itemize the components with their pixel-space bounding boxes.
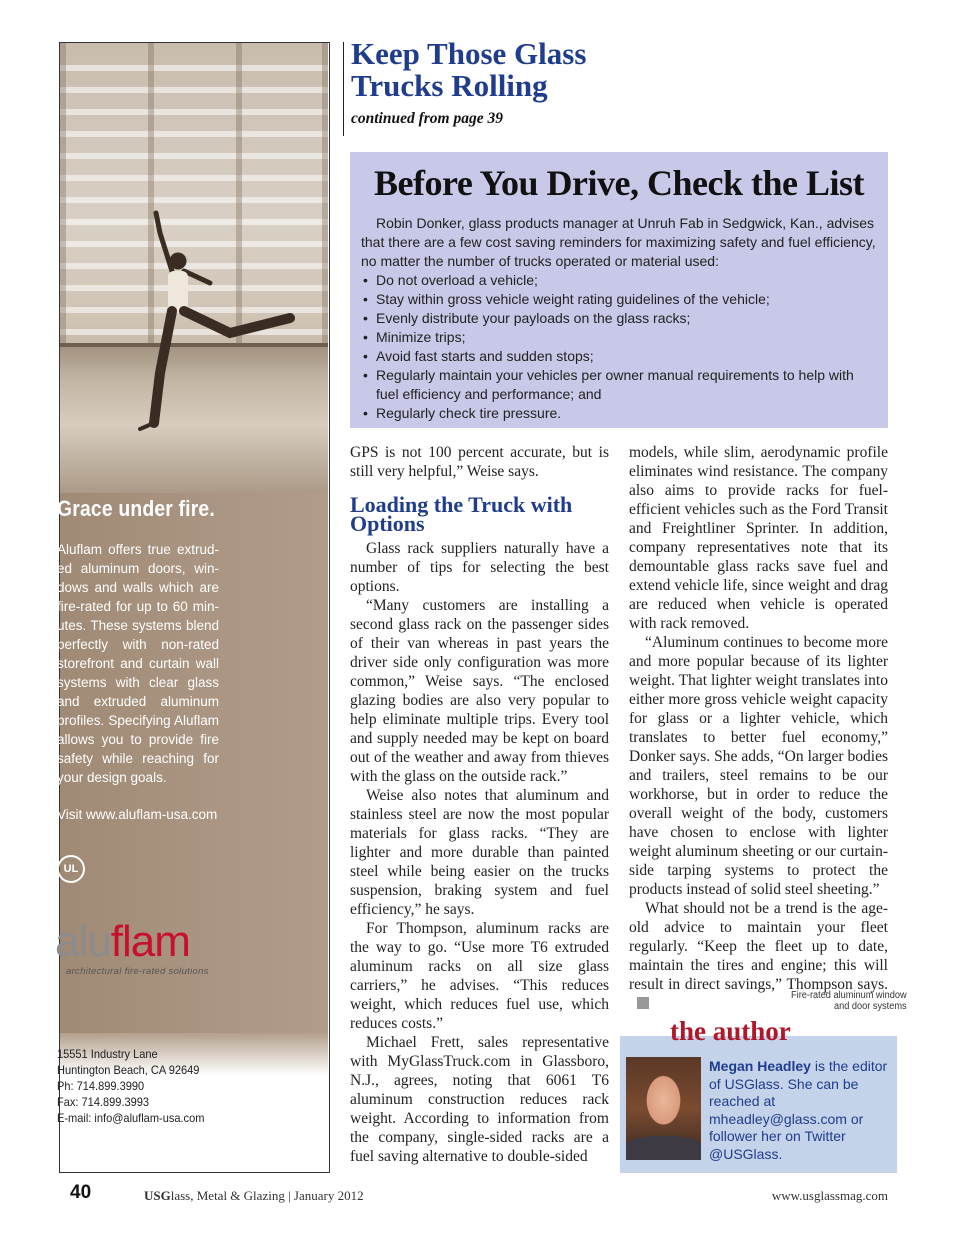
ad-product-line-1: Fire-rated aluminum window: [791, 990, 907, 1001]
continued-from: continued from page 39: [351, 110, 503, 127]
article-column-left: [350, 443, 609, 1166]
ad-product-line-2: and door systems: [834, 1001, 907, 1012]
author-name: Megan Headley: [709, 1058, 811, 1074]
ad-fax: Fax: 714.899.3993: [57, 1095, 150, 1109]
logo-flam-text: flam: [110, 917, 190, 966]
publication-info: [144, 1188, 364, 1204]
publication-bold: USG: [144, 1188, 171, 1203]
author-photo: [626, 1057, 701, 1160]
ad-contact-info: [57, 1046, 217, 1126]
end-of-article-icon: [637, 997, 649, 1009]
aluflam-logo: [55, 917, 190, 966]
paragraph: Michael Frett, sales representative with MyGlassTruck.com in Glassboro, N.J., agrees, noting that 6061 T6 aluminum construction reduces rack weight. According to information from the company, single-sided racks are a fuel saving alternative to double-sided: [350, 1034, 609, 1165]
author-bio-text: is the editor of USGlass. She can be reached at mheadley@glass.com or follower her on Twitter @USGlass.: [709, 1058, 888, 1162]
paragraph: GPS is not 100 percent accurate, but is still very helpful,” Weise says.: [350, 444, 609, 480]
ad-headline: Grace under fire.: [57, 496, 215, 521]
ad-email[interactable]: E-mail: info@aluflam-usa.com: [57, 1111, 205, 1125]
ad-photo-dancer: [60, 43, 328, 493]
dancer-silhouette-icon: [60, 43, 328, 493]
paragraph: “Many customers are installing a second glass rack on the passenger sides of their van whereas in past years the driver side only configuration was more common,” Weise says. “The enclosed glazing bodies are also very popular to help eliminate multiple trips. Every tool and supply needed may be kept on board out of the weather and away from thieves with the glass on the outside rack.”: [350, 597, 609, 785]
sidebar-title: Before You Drive, Check the List: [374, 163, 864, 203]
author-heading: the author: [670, 1016, 791, 1046]
logo-alu-text: alu: [55, 917, 111, 966]
paragraph: Glass rack suppliers naturally have a number of tips for selecting the best options.: [350, 540, 609, 595]
ad-body-copy: Aluflam offers true extrud-ed aluminum doors, win-dows and walls which are fire-rated for up to 60 min-utes. These systems blend perfectly with non-rated storefront and curtain wall systems with clear glass and extruded aluminum profiles. Specifying Aluflam allows you to provide fire safety while reaching for your design goals.: [57, 542, 219, 785]
publication-rest: lass, Metal & Glazing | January 2012: [170, 1188, 364, 1203]
ul-certification-icon: UL: [57, 855, 85, 883]
checklist-item: • Do not overload a vehicle;: [361, 271, 879, 290]
page-number: 40: [70, 1182, 92, 1203]
sidebar-intro: Robin Donker, glass products manager at Unruh Fab in Sedgwick, Kan., advises that there are a few cost saving reminders for maximizing safety and fuel efficiency, no matter the number of trucks operated or material used:: [361, 215, 876, 269]
paragraph: Weise also notes that aluminum and stainless steel are now the most popular materials for glass racks. “They are lighter and more durable than painted steel while being easier on the trucks suspension, braking system and fuel efficiency,” he says.: [350, 787, 609, 918]
paragraph: For Thompson, aluminum racks are the way to go. “Use more T6 extruded aluminum racks on all size glass carriers,” he advises. “This reduces weight, which reduces fuel use, which reduces costs.”: [350, 920, 609, 1032]
checklist-item: • Minimize trips;: [361, 328, 879, 347]
checklist-sidebar: [350, 152, 888, 428]
author-bio: [709, 1058, 889, 1164]
article-title: [351, 38, 586, 102]
ad-website-link[interactable]: Visit www.aluflam-usa.com: [57, 807, 218, 822]
article-column-right: [629, 443, 888, 1013]
checklist-item: • Regularly check tire pressure.: [361, 404, 879, 423]
paragraph: “Aluminum continues to become more and more popular because of its lighter weight. That lighter weight translates into either more gross vehicle weight capacity for glass or a lighter vehicle, which translates to better fuel economy,” Donker says. She adds, “On larger bodies and trailers, steel remains to be our workhorse, but in order to reduce the overall weight of the body, customers have chosen to enclose with lighter weight aluminum sheeting or our curtain-side tarping systems to protect the products instead of solid steel sheeting.”: [629, 634, 888, 898]
ad-tagline: architectural fire-rated solutions: [66, 966, 209, 977]
ad-city-line: Huntington Beach, CA 92649: [57, 1063, 200, 1077]
checklist-item: • Stay within gross vehicle weight rating guidelines of the vehicle;: [361, 290, 879, 309]
paragraph: models, while slim, aerodynamic profile eliminates wind resistance. The company also aims to provide racks for fuel-efficient vehicles such as the Ford Transit and Freightliner Sprinter. In addition, company representatives note that its demountable glass racks save fuel and extend vehicle life, since weight and drag are reduced when vehicle is operated with rack removed.: [629, 444, 888, 632]
checklist-item: • Regularly maintain your vehicles per owner manual requirements to help with fuel efficiency and performance; and: [361, 366, 879, 404]
website-url[interactable]: www.usglassmag.com: [771, 1188, 888, 1203]
article-title-line-1: Keep Those Glass: [351, 36, 587, 71]
section-subhead: Loading the Truck with Options: [350, 492, 573, 536]
checklist-item: • Evenly distribute your payloads on the glass racks;: [361, 309, 879, 328]
checklist-item: • Avoid fast starts and sudden stops;: [361, 347, 879, 366]
paragraph: [629, 899, 888, 1013]
ad-phone: Ph: 714.899.3990: [57, 1079, 145, 1093]
column-divider: [343, 42, 344, 136]
paragraph-text: What should not be a trend is the age-old advice to maintain your fleet regularly. “Keep the fleet up to date, maintain the tires and engine; this will result in direct savings,” Thompson says.: [629, 900, 888, 993]
ad-address-line: 15551 Industry Lane: [57, 1047, 158, 1061]
article-title-line-2: Trucks Rolling: [351, 68, 548, 103]
checklist: [361, 271, 879, 423]
author-box: [620, 1036, 897, 1173]
